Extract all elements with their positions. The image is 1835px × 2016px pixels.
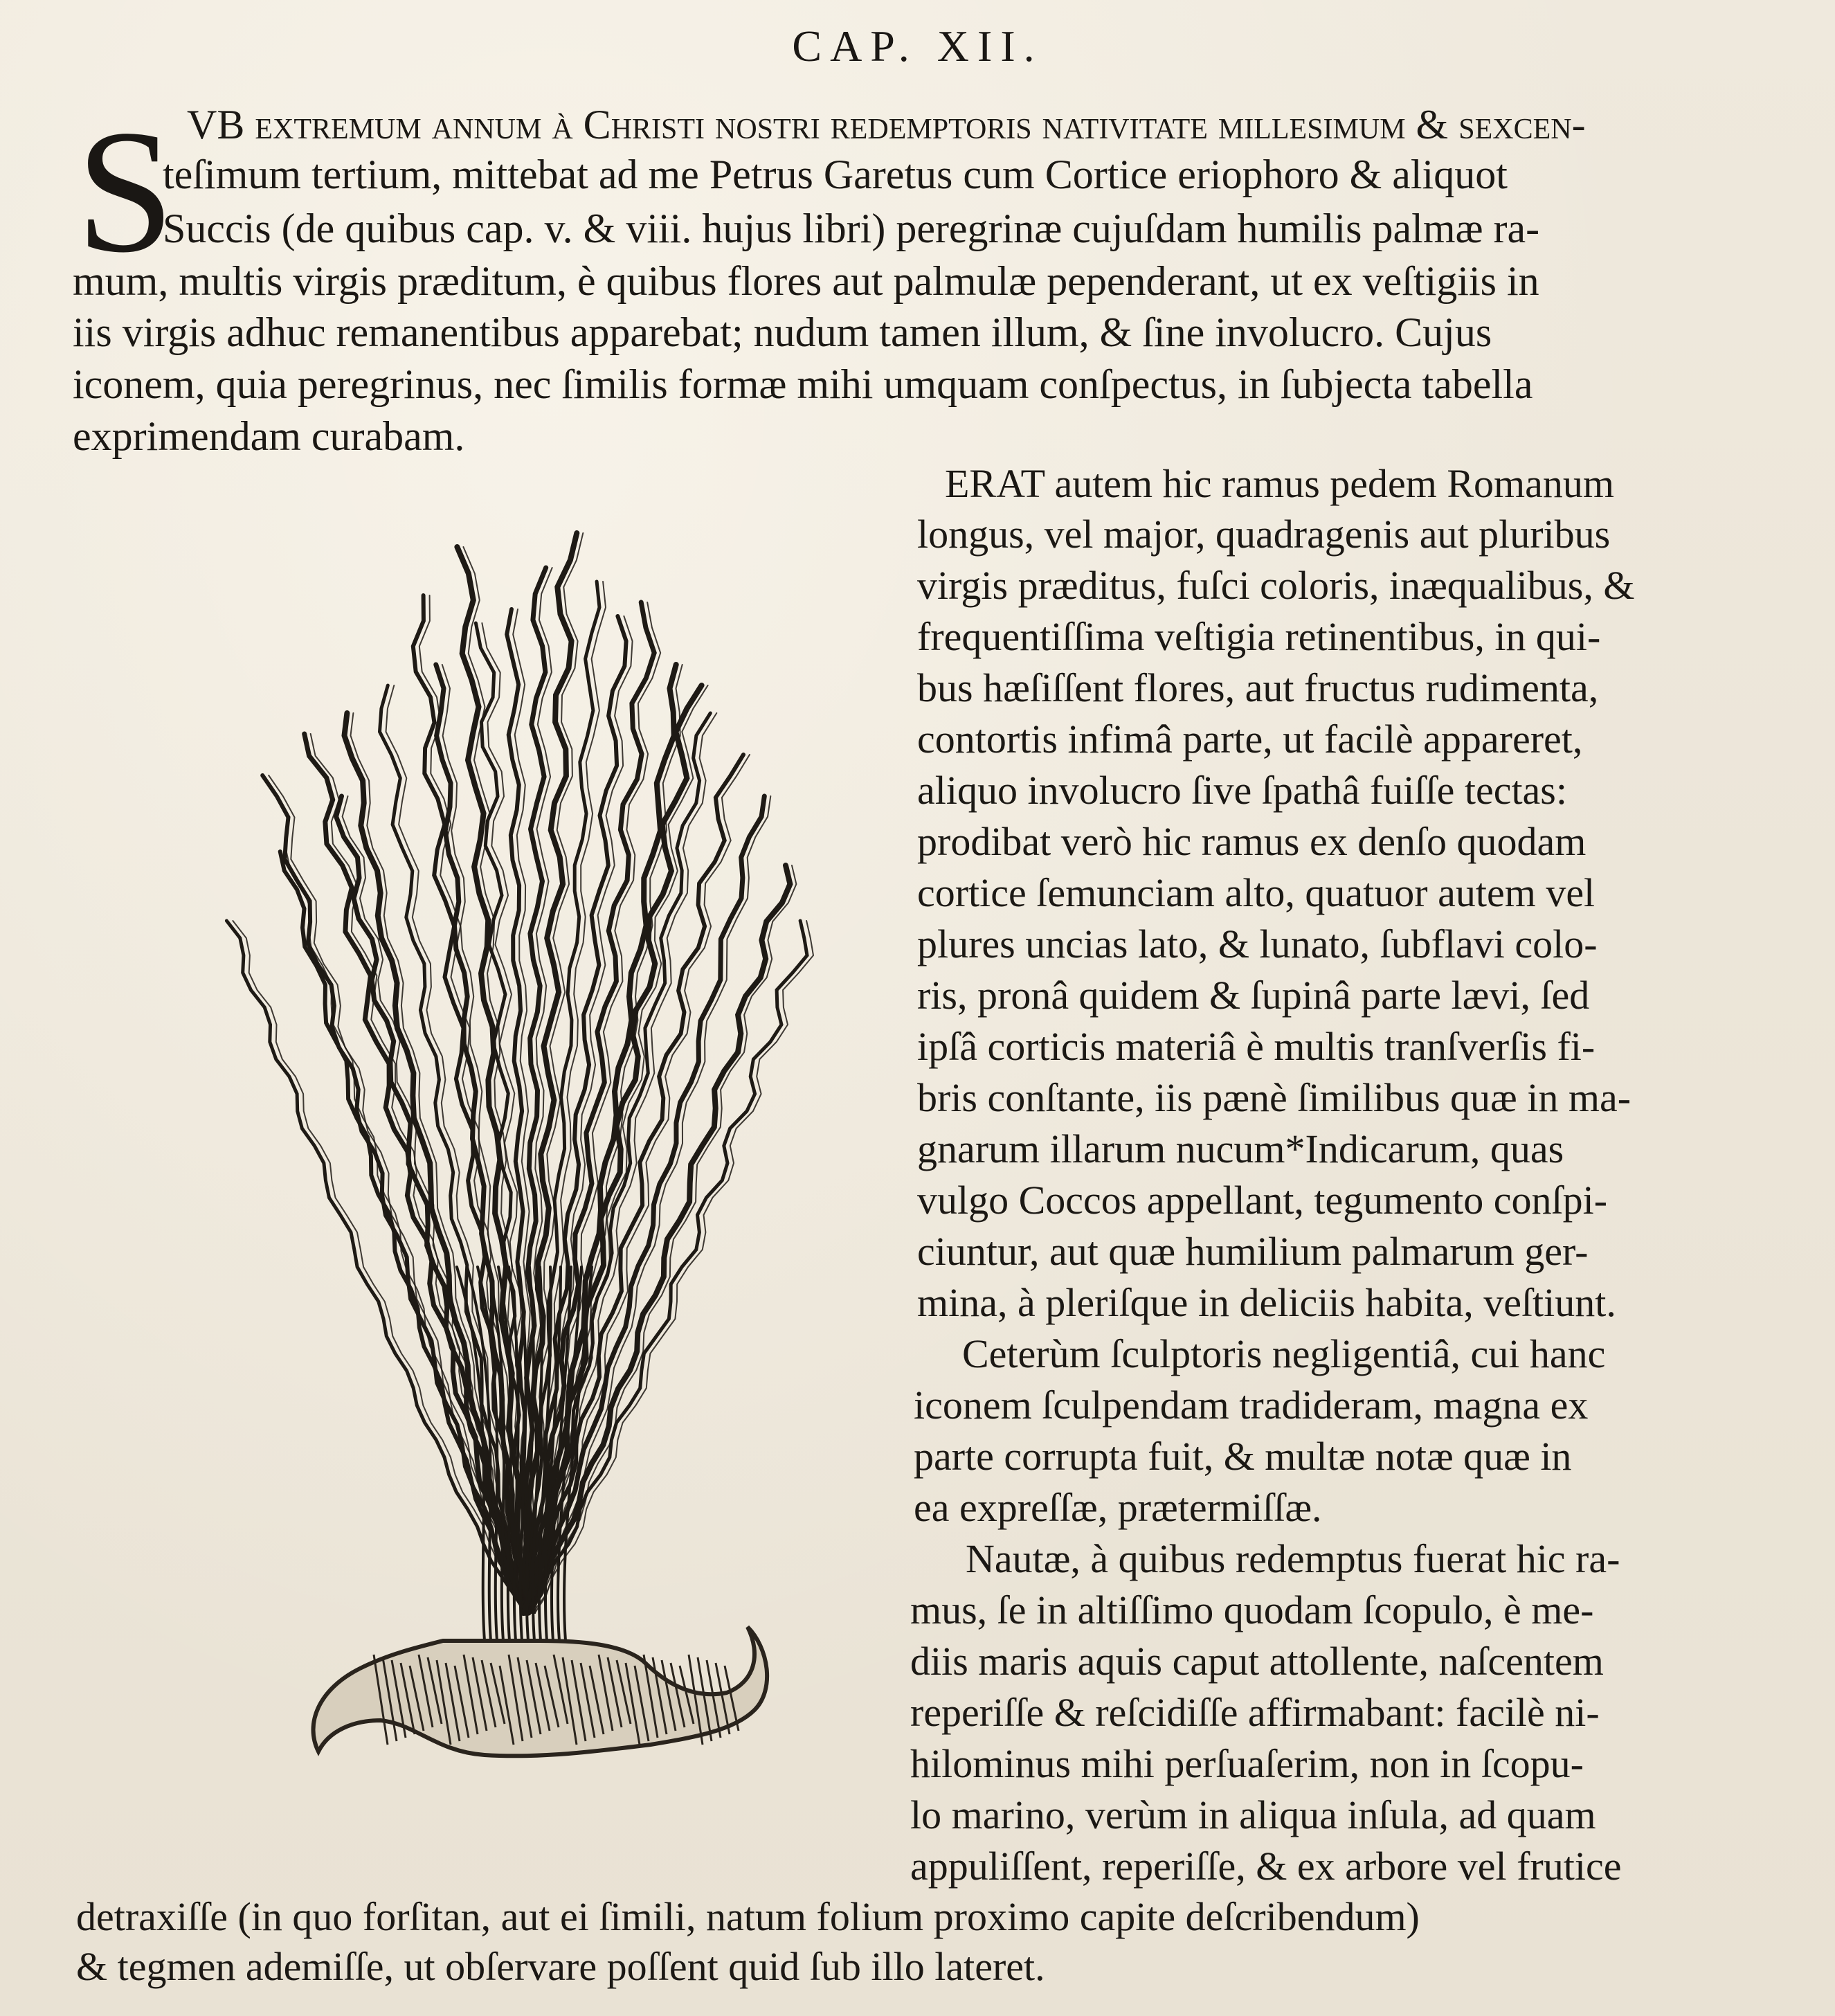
column-line-5: bus hæſiſſent flores, aut fructus rudimenta, xyxy=(917,665,1599,710)
column-line-3: virgis præditus, fuſci coloris, inæqualibus, & xyxy=(917,563,1635,608)
column-line-12: ipſâ corticis materiâ è multis tranſverſis fi- xyxy=(917,1024,1596,1069)
branch-base xyxy=(314,1627,768,1756)
intro-line-7: exprimendam curabam. xyxy=(73,413,465,459)
intro-line-1: VB extremum annum à Chriſti noſtri redemptoris nativitate milleſimum & ſexcen- xyxy=(187,102,1586,147)
column-line-7: aliquo involucro ſive ſpathâ fuiſſe tectas: xyxy=(917,768,1567,813)
column-line-11: ris, pronâ quidem & ſupinâ parte lævi, ſed xyxy=(917,973,1590,1018)
intro-line-3: Succis (de quibus cap. v. & viii. hujus libri) peregrinæ cujuſdam humilis palmæ ra- xyxy=(163,206,1540,251)
closing-line-2: & tegmen ademiſſe, ut obſervare poſſent quid ſub illo lateret. xyxy=(76,1944,1045,1989)
palm-branch-woodcut xyxy=(208,505,831,1835)
branch-twigs xyxy=(226,533,813,1641)
column-line-21: ea expreſſæ, prætermiſſæ. xyxy=(914,1485,1322,1530)
column-line-4: frequentiſſima veſtigia retinentibus, in qui- xyxy=(917,614,1601,659)
intro-line-6: iconem, quia peregrinus, nec ſimilis formæ mihi umquam conſpectus, in ſubjecta tabella xyxy=(73,361,1533,407)
column-line-10: plures uncias lato, & lunato, ſubflavi colo- xyxy=(917,921,1598,966)
column-line-28: appuliſſent, reperiſſe, & ex arbore vel frutice xyxy=(910,1844,1622,1889)
column-line-9: cortice ſemunciam alto, quatuor autem vel xyxy=(917,870,1596,915)
column-line-26: hilominus mihi perſuaſerim, non in ſcopu- xyxy=(910,1741,1584,1786)
column-line-18: Ceterùm ſculptoris negligentiâ, cui hanc xyxy=(962,1331,1606,1376)
drop-cap: S xyxy=(76,94,174,289)
column-line-16: ciuntur, aut quæ humilium palmarum ger- xyxy=(917,1229,1589,1274)
column-line-22: Nautæ, à quibus redemptus fuerat hic ra- xyxy=(966,1536,1620,1581)
intro-line-2: teſimum tertium, mittebat ad me Petrus Garetus cum Cortice eriophoro & aliquot xyxy=(163,152,1508,197)
column-line-13: bris conſtante, iis pænè ſimilibus quæ in ma- xyxy=(917,1075,1631,1120)
column-line-1: ERAT autem hic ramus pedem Romanum xyxy=(945,461,1615,506)
intro-line-4: mum, multis virgis præditum, è quibus flores aut palmulæ pependerant, ut ex veſtigiis in xyxy=(73,258,1539,304)
closing-line-1: detraxiſſe (in quo forſitan, aut ei ſimili, natum folium proximo capite deſcribendum) xyxy=(76,1894,1420,1939)
column-line-14: gnarum illarum nucum*Indicarum, quas xyxy=(917,1126,1564,1171)
column-line-6: contortis infimâ parte, ut facilè appareret, xyxy=(917,717,1583,762)
intro-line-5: iis virgis adhuc remanentibus apparebat; nudum tamen illum, & ſine involucro. Cujus xyxy=(73,309,1492,355)
column-line-20: parte corrupta fuit, & multæ notæ quæ in xyxy=(914,1434,1572,1479)
column-line-27: lo marino, verùm in aliqua inſula, ad quam xyxy=(910,1792,1596,1837)
chapter-header: CAP. XII. xyxy=(792,21,1043,71)
column-line-24: diis maris aquis caput attollente, naſcentem xyxy=(910,1639,1604,1684)
column-line-17: mina, à pleriſque in deliciis habita, veſtiunt. xyxy=(917,1280,1616,1325)
column-line-2: longus, vel major, quadragenis aut pluribus xyxy=(917,512,1611,557)
column-line-23: mus, ſe in altiſſimo quodam ſcopulo, è me- xyxy=(910,1587,1594,1632)
column-line-15: vulgo Coccos appellant, tegumento conſpi- xyxy=(917,1178,1608,1223)
column-line-25: reperiſſe & reſcidiſſe affirmabant: facilè ni- xyxy=(910,1690,1600,1735)
column-line-19: iconem ſculpendam tradideram, magna ex xyxy=(914,1383,1589,1428)
column-line-8: prodibat verò hic ramus ex denſo quodam xyxy=(917,819,1587,864)
